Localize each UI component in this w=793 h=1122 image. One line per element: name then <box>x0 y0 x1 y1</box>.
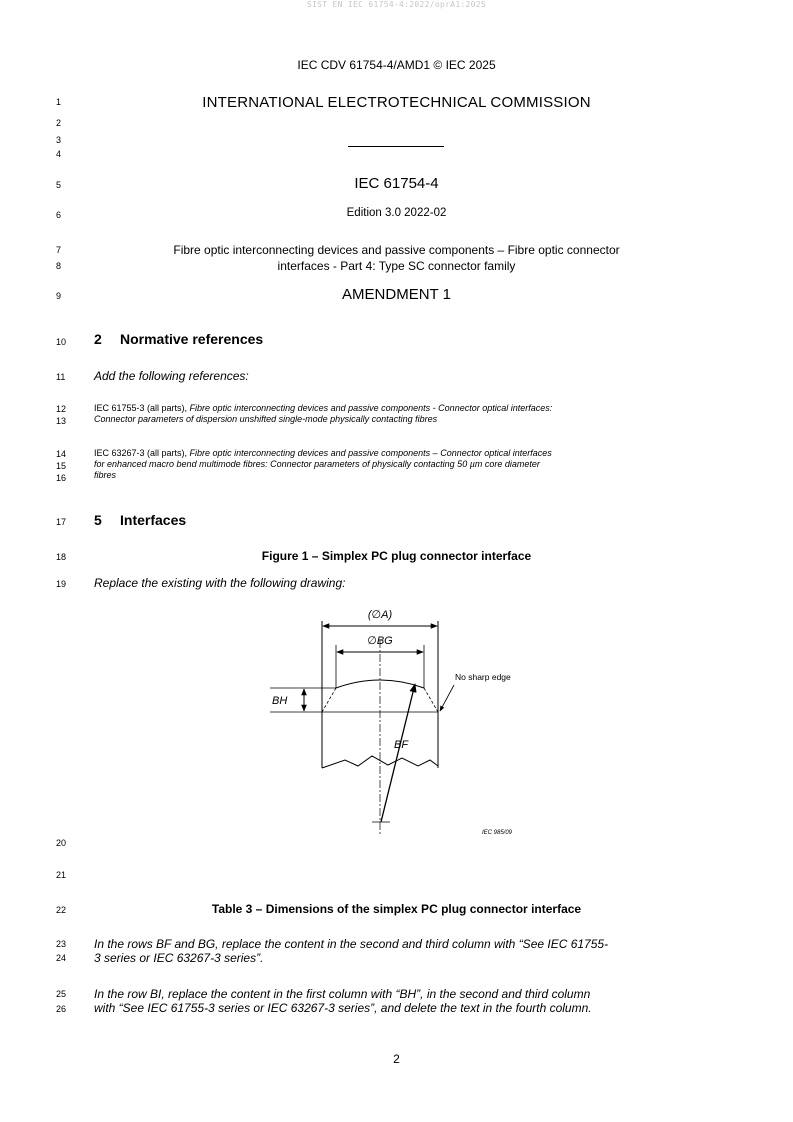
label-no-sharp-edge: No sharp edge <box>455 672 511 682</box>
label-iec-code: IEC 985/09 <box>482 830 513 836</box>
instruction-add-references: Add the following references: <box>94 369 249 383</box>
line-number: 12 <box>56 404 67 414</box>
instruction-replace-drawing: Replace the existing with the following drawing: <box>94 576 346 590</box>
reference-title: fibres <box>94 470 117 480</box>
line-number: 13 <box>56 416 67 426</box>
line-number: 6 <box>56 210 62 220</box>
section-title: Interfaces <box>120 512 187 528</box>
label-dim-bg: ∅BG <box>367 635 393 647</box>
figure-caption: Figure 1 – Simplex PC plug connector interface <box>261 549 532 563</box>
line-number: 2 <box>56 118 62 128</box>
edition: Edition 3.0 2022-02 <box>346 207 447 219</box>
section-number: 5 <box>94 512 102 528</box>
title-line: Fibre optic interconnecting devices and passive components – Fibre optic connector <box>173 243 620 257</box>
reference-title: Fibre optic interconnecting devices and passive components – Connector optical interfaces <box>189 448 552 458</box>
line-number: 4 <box>56 149 62 159</box>
line-number: 16 <box>56 473 67 483</box>
line-number: 21 <box>56 870 67 880</box>
line-number: 17 <box>56 517 67 527</box>
line-number: 25 <box>56 989 67 999</box>
reference-title: Connector parameters of dispersion unshifted single-mode physically contacting fibres <box>94 414 438 424</box>
page-number: 2 <box>393 1052 400 1066</box>
standard-number: IEC 61754-4 <box>354 175 439 192</box>
paragraph-line: In the row BI, replace the content in the first column with “BH”, in the second and third column <box>94 987 591 1001</box>
line-number: 26 <box>56 1004 67 1014</box>
table-caption: Table 3 – Dimensions of the simplex PC plug connector interface <box>211 902 582 916</box>
instruction-paragraph-bf-bg <box>94 937 699 965</box>
no-sharp-edge-leader <box>440 685 454 711</box>
line-number: 5 <box>56 180 62 190</box>
line-number: 23 <box>56 939 67 949</box>
chamfer-right <box>424 688 438 712</box>
line-number: 14 <box>56 449 67 459</box>
line-number: 15 <box>56 461 67 471</box>
line-number: 22 <box>56 905 67 915</box>
reference-title: for enhanced macro bend multimode fibres: Connector parameters of physically contacting 50 µm core diameter <box>94 459 540 469</box>
paragraph-line: with “See IEC 61755-3 series or IEC 63267-3 series”, and delete the text in the fourth column. <box>94 1001 592 1015</box>
line-number: 9 <box>56 291 62 301</box>
line-number: 19 <box>56 579 67 589</box>
organization-name: INTERNATIONAL ELECTROTECHNICAL COMMISSION <box>202 94 591 111</box>
instruction-paragraph-bi <box>94 987 699 1015</box>
line-number: 3 <box>56 135 62 145</box>
line-number: 20 <box>56 838 67 848</box>
line-number: 8 <box>56 261 62 271</box>
paragraph-line: In the rows BF and BG, replace the content in the second and third column with “See IEC 61755- <box>94 937 609 951</box>
line-number: 7 <box>56 245 62 255</box>
line-number: 1 <box>56 97 62 107</box>
line-number: 11 <box>56 372 66 382</box>
label-dim-a: (∅A) <box>367 609 393 621</box>
watermark: SIST EN IEC 61754-4:2022/oprA1:2025 <box>306 0 487 9</box>
chamfer-left <box>322 688 336 712</box>
radius-bf-line <box>381 684 415 822</box>
line-number: 18 <box>56 552 67 562</box>
line-number: 10 <box>56 337 67 347</box>
section-title: Normative references <box>120 331 264 347</box>
reference-prefix: IEC 63267-3 (all parts), <box>94 448 190 458</box>
label-dim-bf: BF <box>394 739 409 751</box>
paragraph-line: 3 series or IEC 63267-3 series”. <box>94 951 264 965</box>
title-line: interfaces - Part 4: Type SC connector family <box>277 259 516 273</box>
reference-prefix: IEC 61755-3 (all parts), <box>94 403 190 413</box>
reference-title: Fibre optic interconnecting devices and passive components - Connector optical interfaces: <box>189 403 553 413</box>
label-dim-bh: BH <box>272 695 288 707</box>
section-number: 2 <box>94 331 102 347</box>
page-header: IEC CDV 61754-4/AMD1 © IEC 2025 <box>297 58 496 72</box>
amendment-title: AMENDMENT 1 <box>342 286 451 303</box>
line-number: 24 <box>56 953 67 963</box>
